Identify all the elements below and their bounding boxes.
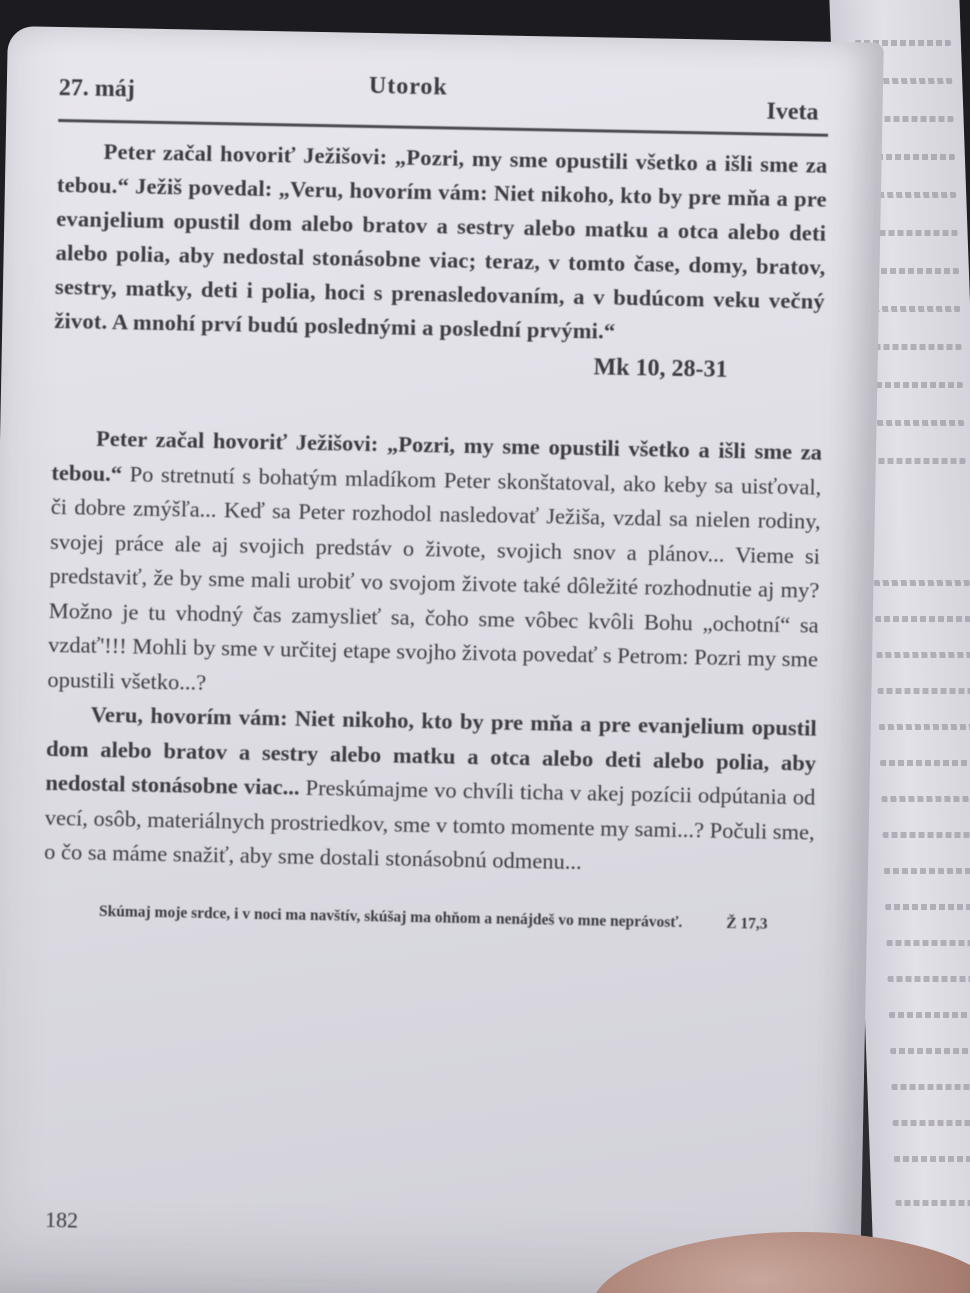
reflection-2-text: Preskúmajme vo chvíli ticha v akej pozícii odpútania od vecí, osôb, materiálnych prostriedkov, sme v tomto momente my sami...? Počuli sme, o čo sa máme snažiť, aby sme dostali stonásobnú odmenu...: [43, 774, 816, 875]
scripture-quote: Peter začal hovoriť Ježišovi: „Pozri, my sme opustili všetko a išli sme za tebou.“ Ježiš povedal: „Veru, hovorím vám: Niet nikoho, kto by pre mňa a pre evanjelium opustil dom alebo bratov a sestry alebo matku a otca alebo deti alebo polia, aby nedostal stonásobne viac; teraz, v tomto čase, domy, bratov, sestry, matky, deti i polia, hoci s prenasledovaním, a v budúcom veku večný život. A mnohí prví budú poslednými a poslední prvými.“: [54, 138, 828, 344]
reflection-1-text: Po stretnutí s bohatým mladíkom Peter skonštatoval, ako keby sa uisťoval, či dobre zmýšľa... Keď sa Peter rozhodol nasledovať Ježiša, vzdal sa nielen rodiny, svojej práce ale aj svojich predstáv o živote, svojich snov a plánov... Vieme si predstaviť, že by sme mali urobiť vo svojom živote také dôležité rozhodnutie aj my? Možno je tu vhodný čas zamyslieť sa, čoho sme vôbec kvôli Bohu „ochotní“ sa vzdať'!!! Mohli by sme v určitej etape svojho života povedať s Petrom: Pozri my sme opustili všetko...?: [47, 460, 822, 695]
footer-verse: [43, 899, 813, 936]
reflection-1-bold: Peter začal hovoriť Ježišovi: „Pozri, my sme opustili všetko a išli sme za tebou.“: [51, 425, 823, 486]
reflection-2-bold: Veru, hovorím vám: Niet nikoho, kto by pre mňa a pre evanjelium opustil dom alebo bratov a sestry alebo matku a otca alebo deti alebo polia, aby nedostal stonásobne viac...: [45, 701, 817, 800]
footer-verse-reference: Ž 17,3: [726, 914, 768, 933]
page-content: [43, 67, 829, 936]
header-name: Iveta: [766, 98, 819, 126]
header-day: Utorok: [368, 72, 449, 101]
reflection-paragraph-2: [44, 697, 817, 884]
scripture-reference: Mk 10, 28-31: [593, 354, 728, 383]
header-date: 27. máj: [58, 74, 136, 103]
book-page: [0, 26, 884, 1293]
footer-verse-text: Skúmaj moje srdce, i v noci ma navštív, skúšaj ma ohňom a nenájdeš vo mne neprávosť.: [98, 902, 683, 931]
page-number: 182: [44, 1206, 79, 1233]
reflection-paragraph-1: [47, 421, 822, 712]
